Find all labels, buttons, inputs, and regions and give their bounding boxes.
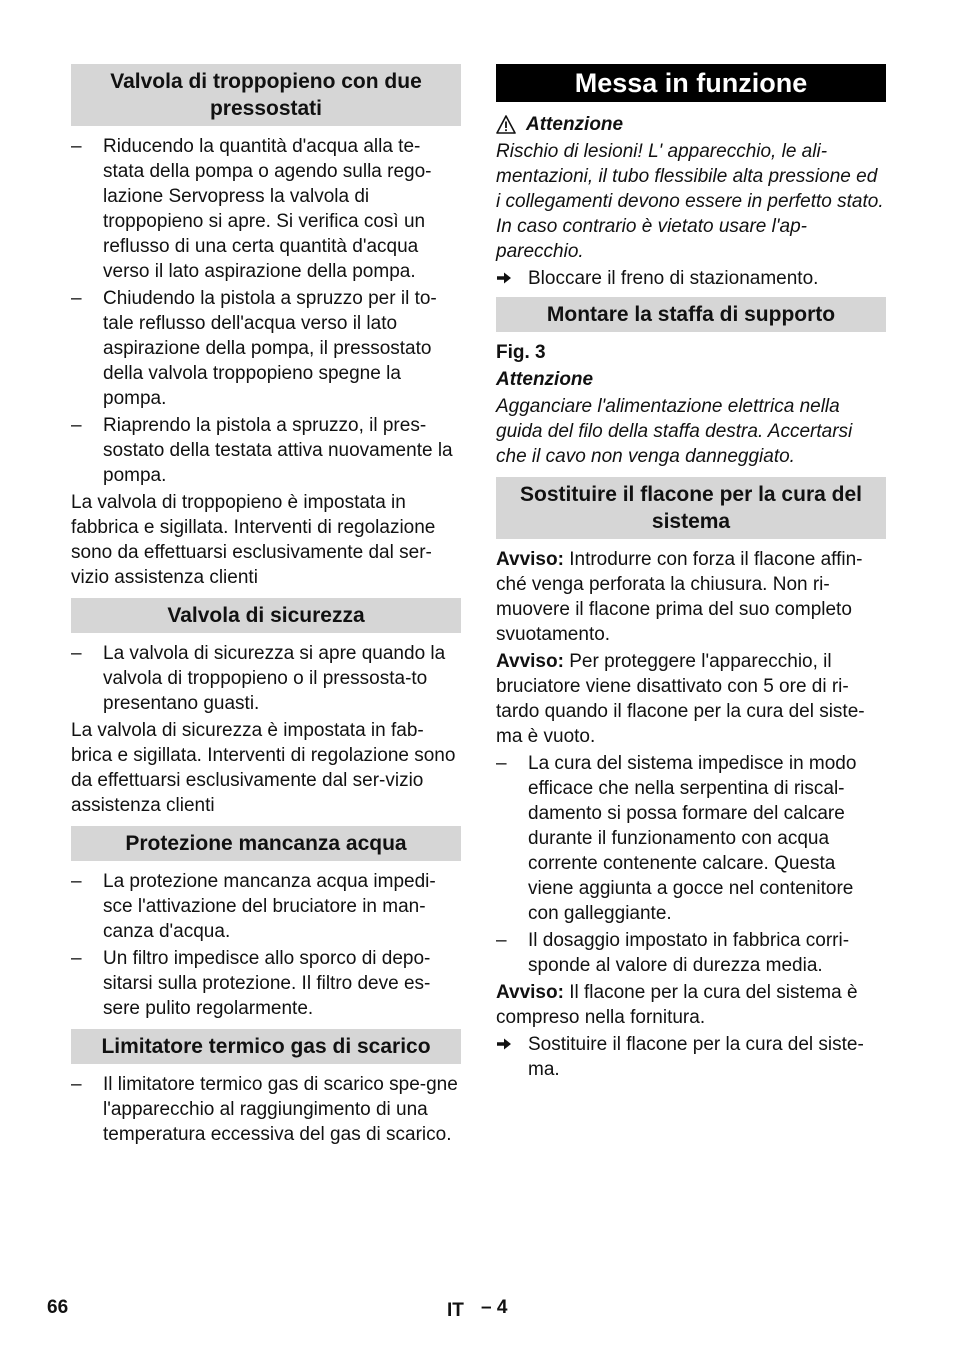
- note-label: Avviso:: [496, 982, 564, 1003]
- note-paragraph: [496, 980, 886, 1030]
- section-heading-water-protection: Protezione mancanza acqua: [71, 826, 461, 861]
- dash-bullet: –: [496, 930, 507, 951]
- dash-bullet: –: [71, 136, 82, 157]
- note-paragraph: [496, 649, 886, 749]
- list-item-text: Riaprendo la pistola a spruzzo, il pres-sostato della testata attiva nuovamente la pompa.: [103, 415, 453, 486]
- list-item-text: Un filtro impedisce allo sporco di depo-sitarsi sulla protezione. Il filtro deve es-sere pulito regolarmente.: [103, 948, 431, 1019]
- action-step-text: Bloccare il freno di stazionamento.: [528, 268, 819, 289]
- dash-bullet: –: [71, 871, 82, 892]
- list-item: [71, 286, 461, 411]
- figure-reference: Fig. 3: [496, 342, 546, 363]
- section-heading-exhaust-limiter: Limitatore termico gas di scarico: [71, 1029, 461, 1064]
- list-item-text: Il dosaggio impostato in fabbrica corri-sponde al valore di durezza media.: [528, 930, 850, 976]
- note-text: Introdurre con forza il flacone affin-ché venga perforata la chiusura. Non ri-muovere il flacone prima del suo completo svuotamento.: [496, 549, 863, 645]
- section-heading-system-care: Sostituire il flacone per la cura del sistema: [496, 477, 886, 539]
- section-heading-overflow-valve: Valvola di troppopieno con due pressostati: [71, 64, 461, 126]
- list-item: [71, 869, 461, 944]
- list-item-text: La valvola di sicurezza si apre quando la valvola di troppopieno o il pressosta-to presentano guasti.: [103, 643, 446, 714]
- attention-text: Agganciare l'alimentazione elettrica nella guida del filo della staffa destra. Accertarsi che il cavo non venga danneggiato.: [496, 396, 853, 467]
- note-paragraph: [496, 547, 886, 647]
- page-number: 66: [47, 1297, 69, 1318]
- list-item: [71, 1072, 461, 1147]
- warning-text: Rischio di lesioni! L' apparecchio, le ali-mentazioni, il tubo flessibile alta pressione ed i collegamenti devono essere in perfetto stato. In caso contrario è vietato usare l'ap-parecchio.: [496, 141, 884, 262]
- list-item-text: La cura del sistema impedisce in modo efficace che nella serpentina di riscal-damento si possa formare del calcare durante il funzionamento con acqua corrente contenente calcare. Questa viene aggiunta a gocce nel contenitore con galleggiante.: [528, 753, 857, 924]
- section-number: – 4: [481, 1297, 508, 1318]
- section-heading-safety-valve: Valvola di sicurezza: [71, 598, 461, 633]
- arrow-right-icon: [496, 1036, 512, 1052]
- arrow-right-icon: [496, 270, 512, 286]
- list-item: [496, 928, 886, 978]
- note-label: Avviso:: [496, 651, 564, 672]
- list-item: [71, 413, 461, 488]
- section-heading-support-bracket: Montare la staffa di supporto: [496, 297, 886, 332]
- paragraph: La valvola di sicurezza è impostata in fab-brica e sigillata. Interventi di regolazione sono da effettuarsi esclusivamente dal ser-vizio assistenza clienti: [71, 720, 456, 816]
- note-label: Avviso:: [496, 549, 564, 570]
- dash-bullet: –: [71, 288, 82, 309]
- attention-label: Attenzione: [496, 369, 594, 390]
- list-item-text: Riducendo la quantità d'acqua alla te-stata della pompa o agendo sulla rego-lazione Servopress la valvola di troppopieno si apre. Si verifica così un reflusso di una certa quantità d'acqua verso il lato aspirazione della pompa.: [103, 136, 432, 282]
- language-code: IT: [447, 1300, 464, 1321]
- dash-bullet: –: [71, 643, 82, 664]
- dash-bullet: –: [71, 1074, 82, 1095]
- list-item-text: La protezione mancanza acqua impedi-sce l'attivazione del bruciatore in man-canza d'acqua.: [103, 871, 436, 942]
- dash-bullet: –: [71, 948, 82, 969]
- note-text: Il flacone per la cura del sistema è compreso nella fornitura.: [496, 982, 858, 1028]
- page-title: Messa in funzione: [496, 64, 886, 102]
- action-step: [496, 266, 886, 291]
- right-column: [496, 64, 886, 1088]
- paragraph: La valvola di troppopieno è impostata in fabbrica e sigillata. Interventi di regolazione sono da effettuarsi esclusivamente dal ser-vizio assistenza clienti: [71, 492, 436, 588]
- left-column: [71, 64, 461, 1149]
- list-item-text: Il limitatore termico gas di scarico spe-gne l'apparecchio al raggiungimento di una temperatura eccessiva del gas di scarico.: [103, 1074, 458, 1145]
- list-item: [71, 134, 461, 284]
- warning-title: Attenzione: [526, 114, 624, 135]
- list-item: [496, 751, 886, 926]
- warning-triangle-icon: [496, 115, 516, 134]
- action-step-text: Sostituire il flacone per la cura del siste-ma.: [528, 1034, 864, 1080]
- list-item: [71, 946, 461, 1021]
- list-item-text: Chiudendo la pistola a spruzzo per il to-tale reflusso dell'acqua verso il lato aspirazione della pompa, il pressostato della valvola troppopieno spegne la pompa.: [103, 288, 437, 409]
- warning-heading: [496, 112, 886, 137]
- list-item: [71, 641, 461, 716]
- note-text: Per proteggere l'apparecchio, il bruciatore viene disattivato con 5 ore di ri-tardo quando il flacone per la cura del siste-ma è vuoto.: [496, 651, 865, 747]
- dash-bullet: –: [71, 415, 82, 436]
- dash-bullet: –: [496, 753, 507, 774]
- action-step: [496, 1032, 886, 1082]
